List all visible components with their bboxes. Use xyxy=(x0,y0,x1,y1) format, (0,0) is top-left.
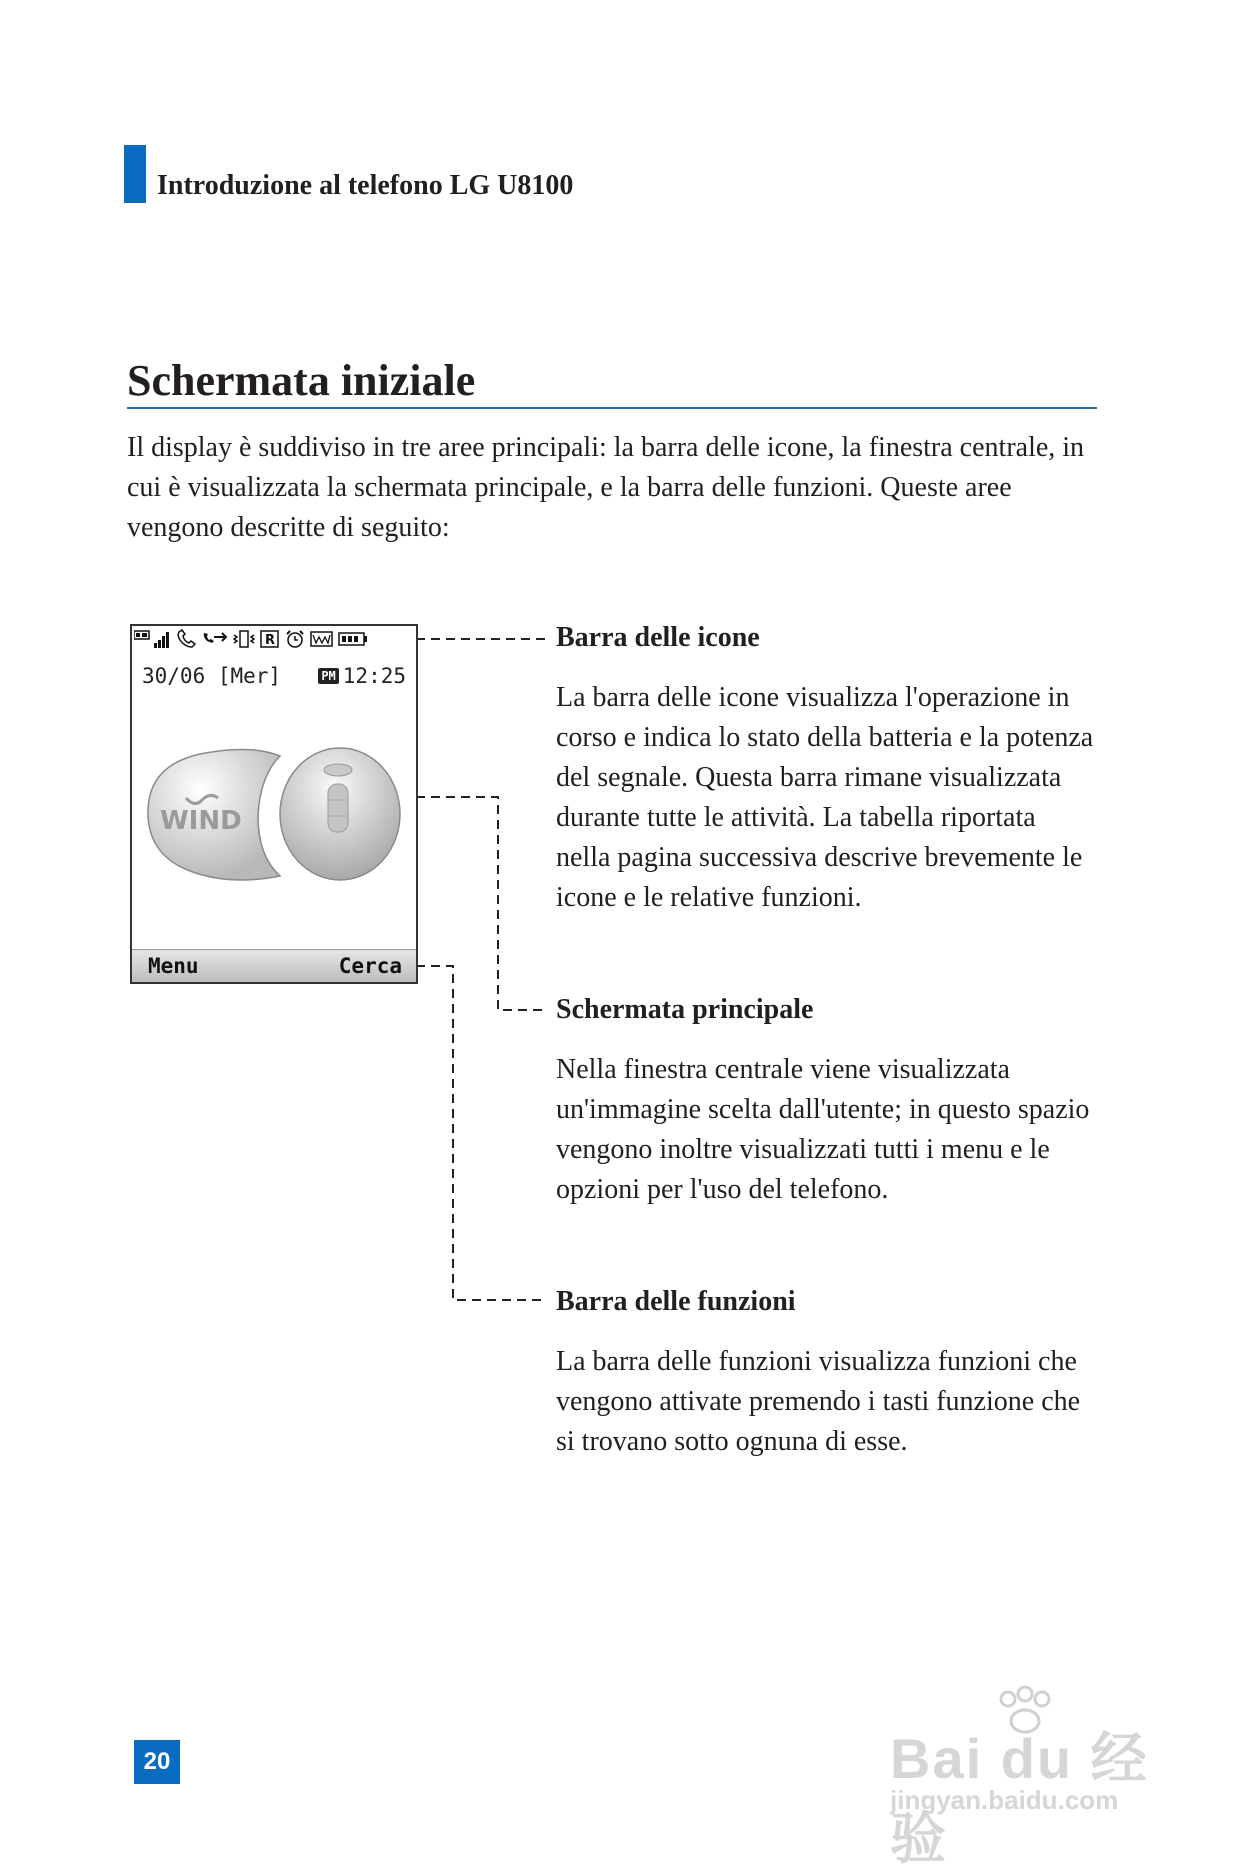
wind-logo-text: WIND xyxy=(160,806,242,836)
callout-body-icon-bar: La barra delle icone visualizza l'operazione in corso e indica lo stato della batteria e la potenza del segnale. Questa barra rimane visualizzata durante tutte le attività. La tabella riportata nella pagina successiva descrive brevemente le icone e le relative funzioni. xyxy=(556,682,1094,913)
page-title: Schermata iniziale xyxy=(127,356,476,405)
battery-icon xyxy=(338,629,368,649)
screen-clock xyxy=(318,664,406,688)
phone-screen xyxy=(130,624,418,984)
call-icon xyxy=(176,629,198,649)
message-icon xyxy=(310,629,334,649)
screen-date: 30/06 [Mer] xyxy=(142,664,282,688)
callout-title-icon-bar: Barra delle icone xyxy=(556,622,760,653)
softkey-cerca[interactable]: Cerca xyxy=(338,954,402,978)
chapter-header: Introduzione al telefono LG U8100 xyxy=(157,170,574,201)
intro-paragraph: Il display è suddiviso in tre aree principali: la barra delle icone, la finestra centrale, in cui è visualizzata la schermata principale, e la barra delle funzioni. Queste aree vengono descritte di seguito: xyxy=(127,432,1085,543)
function-bar xyxy=(132,949,416,982)
softkey-menu[interactable]: Menu xyxy=(148,954,199,978)
callout-title-function-bar: Barra delle funzioni xyxy=(556,1286,796,1317)
icon-bar xyxy=(132,626,418,652)
watermark-url: jingyan.baidu.com xyxy=(890,1785,1119,1815)
call-divert-icon xyxy=(202,629,228,649)
page-number: 20 xyxy=(134,1740,180,1784)
watermark-brand: Bai du 经验 xyxy=(890,1727,1149,1870)
connector-main-screen xyxy=(416,797,545,1010)
screen-time: 12:25 xyxy=(342,664,406,688)
alarm-icon xyxy=(284,629,306,649)
connector-function-bar xyxy=(416,966,545,1300)
vibrate-icon xyxy=(232,629,256,649)
callout-title-main-screen: Schermata principale xyxy=(556,994,814,1025)
roaming-icon xyxy=(260,629,280,649)
ampm-badge: PM xyxy=(318,668,338,684)
callout-body-function-bar: La barra delle funzioni visualizza funzioni che vengono attivate premendo i tasti funzione che si trovano sotto ognuna di esse. xyxy=(556,1346,1081,1457)
wallpaper-wind-logo xyxy=(140,726,408,886)
signal-strength-icon xyxy=(154,629,172,649)
callout-body-main-screen: Nella finestra centrale viene visualizzata un'immagine scelta dall'utente; in questo spazio vengono inoltre visualizzati tutti i menu e le opzioni per l'uso del telefono. xyxy=(556,1054,1090,1205)
svg-text:R: R xyxy=(265,633,276,648)
baidu-watermark xyxy=(880,1685,1180,1870)
network-3g-icon xyxy=(134,629,150,649)
